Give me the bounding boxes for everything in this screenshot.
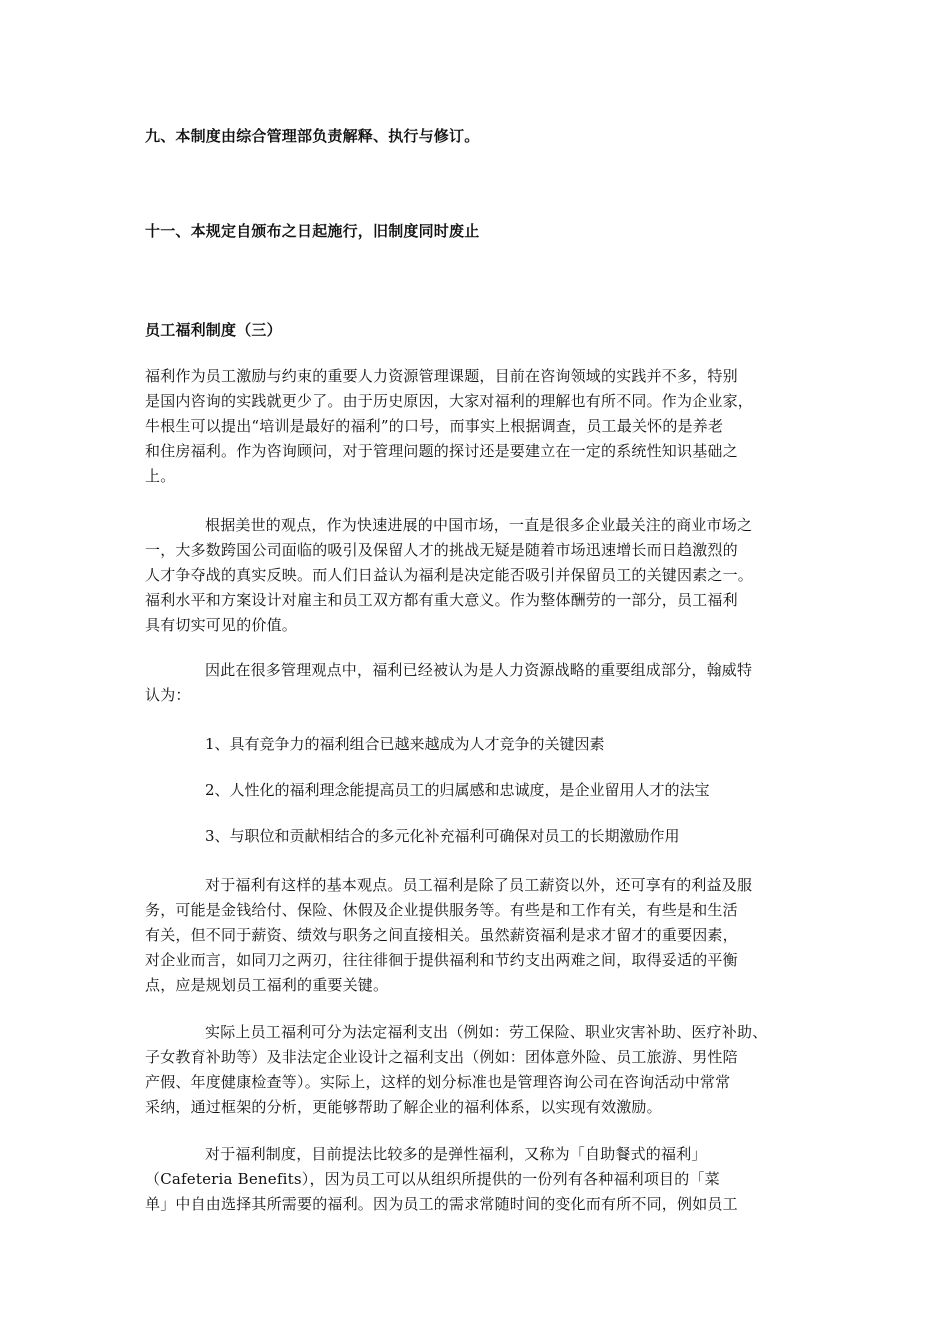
paragraph-line: 对于福利制度，目前提法比较多的是弹性福利，又称为「自助餐式的福利」	[205, 1145, 707, 1163]
list-item: 1、具有竞争力的福利组合已越来越成为人才竞争的关键因素	[205, 735, 605, 753]
paragraph-line: 点，应是规划员工福利的重要关键。	[145, 976, 389, 994]
paragraph-line: 福利作为员工激励与约束的重要人力资源管理课题，目前在咨询领域的实践并不多，特别	[145, 367, 738, 385]
paragraph-line: 对于福利有这样的基本观点。员工福利是除了员工薪资以外，还可享有的利益及服	[205, 876, 753, 894]
paragraph-statutory	[145, 1020, 805, 1120]
paragraph-line: 子女教育补助等）及非法定企业设计之福利支出（例如：团体意外险、员工旅游、男性陪	[145, 1048, 738, 1066]
clause-nine: 九、本制度由综合管理部负责解释、执行与修订。	[145, 127, 480, 145]
paragraph-hewitt	[145, 658, 805, 708]
paragraph-line: 福利水平和方案设计对雇主和员工双方都有重大意义。作为整体酬劳的一部分，员工福利	[145, 591, 738, 609]
paragraph-line: 务，可能是金钱给付、保险、休假及企业提供服务等。有些是和工作有关，有些是和生活	[145, 901, 738, 919]
paragraph-line: 对企业而言，如同刀之两刃，往往徘徊于提供福利和节约支出两难之间，取得妥适的平衡	[145, 951, 738, 969]
paragraph-line: 产假、年度健康检查等）。实际上，这样的划分标准也是管理咨询公司在咨询活动中常常	[145, 1073, 731, 1091]
paragraph-line: 单」中自由选择其所需要的福利。因为员工的需求常随时间的变化而有所不同，例如员工	[145, 1195, 738, 1213]
paragraph-mercer	[145, 513, 805, 638]
paragraph-intro	[145, 364, 805, 489]
paragraph-line: 上。	[145, 467, 176, 485]
paragraph-line: 一，大多数跨国公司面临的吸引及保留人才的挑战无疑是随着市场迅速增长而日趋激烈的	[145, 541, 738, 559]
clause-eleven: 十一、本规定自颁布之日起施行，旧制度同时废止	[145, 222, 480, 240]
paragraph-line: 人才争夺战的真实反映。而人们日益认为福利是决定能否吸引并保留员工的关键因素之一。	[145, 566, 754, 584]
paragraph-line: 实际上员工福利可分为法定福利支出（例如：劳工保险、职业灾害补助、医疗补助、	[205, 1023, 768, 1041]
paragraph-line: 是国内咨询的实践就更少了。由于历史原因，大家对福利的理解也有所不同。作为企业家，	[145, 392, 754, 410]
paragraph-line: 因此在很多管理观点中，福利已经被认为是人力资源战略的重要组成部分，翰威特	[205, 661, 753, 679]
paragraph-line: 具有切实可见的价值。	[145, 616, 298, 634]
section-title: 员工福利制度（三）	[145, 321, 282, 339]
paragraph-line: 牛根生可以提出“培训是最好的福利”的口号，而事实上根据调查，员工最关怀的是养老	[145, 417, 724, 435]
list-item: 3、与职位和贡献相结合的多元化补充福利可确保对员工的长期激励作用	[205, 827, 680, 845]
paragraph-line: 和住房福利。作为咨询顾问，对于管理问题的探讨还是要建立在一定的系统性知识基础之	[145, 442, 738, 460]
paragraph-line: 有关，但不同于薪资、绩效与职务之间直接相关。虽然薪资福利是求才留才的重要因素，	[145, 926, 738, 944]
paragraph-benefits-view	[145, 873, 805, 998]
paragraph-line: （Cafeteria Benefits），因为员工可以从组织所提供的一份列有各种福利项目的「菜	[145, 1170, 720, 1188]
paragraph-line: 采纳，通过框架的分析，更能够帮助了解企业的福利体系，以实现有效激励。	[145, 1098, 662, 1116]
paragraph-line: 认为：	[145, 686, 191, 704]
paragraph-flexible	[145, 1142, 805, 1217]
paragraph-line: 根据美世的观点，作为快速进展的中国市场，一直是很多企业最关注的商业市场之	[205, 516, 753, 534]
list-item: 2、人性化的福利理念能提高员工的归属感和忠诚度，是企业留用人才的法宝	[205, 781, 710, 799]
